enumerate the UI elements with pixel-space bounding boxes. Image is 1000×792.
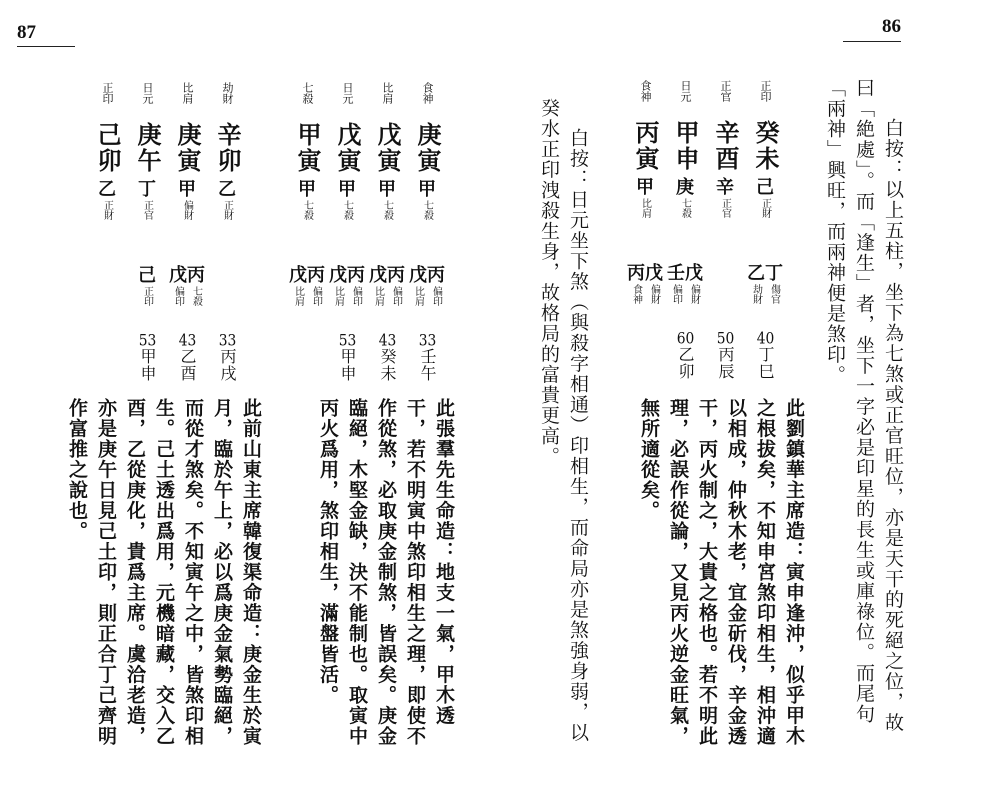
bazi-chart-zhang-qun bbox=[287, 82, 447, 392]
hidden-god: 比肩 bbox=[372, 286, 384, 306]
note2-column: 癸水正印洩殺生身，故格局的富貴更高。 bbox=[538, 98, 560, 467]
bazi-chart-han-fuju bbox=[87, 82, 247, 392]
pillar-role: 正印 bbox=[759, 80, 772, 102]
hidden-stem: 乙 bbox=[98, 179, 116, 200]
luck-ganzhi: 乙卯 bbox=[676, 346, 695, 380]
hidden-stem: 甲 bbox=[178, 179, 196, 200]
luck-age: 33 bbox=[218, 332, 237, 348]
luck-ganzhi: 甲申 bbox=[138, 348, 157, 382]
luck-ganzhi: 丙戌 bbox=[218, 348, 237, 382]
hidden-god: 偏財 bbox=[688, 284, 700, 304]
luck-cycle bbox=[178, 332, 196, 392]
text-column: 臨絕，木堅金缺，決不能制也。取寅中 bbox=[346, 398, 368, 747]
hidden-stem: 戊 bbox=[169, 265, 187, 286]
pillar bbox=[367, 82, 407, 392]
note1-column: 白按：以上五柱，坐下為七煞或正官旺位，亦是天干的死絕之位，故 bbox=[882, 118, 904, 733]
pillar-role: 食神 bbox=[639, 80, 652, 102]
pillar-role: 日元 bbox=[141, 82, 154, 104]
hidden-stem: 丙 bbox=[307, 265, 325, 286]
luck-cycle bbox=[338, 332, 356, 392]
pillar-ganzhi: 辛酉 bbox=[711, 120, 739, 172]
hidden-god: 偏印 bbox=[430, 286, 442, 306]
text-column: 此張羣先生命造：地支一氣，甲木透 bbox=[433, 398, 455, 726]
luck-ganzhi: 丁巳 bbox=[756, 346, 775, 380]
hidden-stem: 丙 bbox=[387, 265, 405, 286]
page-number-right: 86 bbox=[882, 16, 901, 37]
luck-cycle bbox=[418, 332, 436, 392]
hidden-stem: 丙 bbox=[627, 263, 645, 284]
text-column: 以相成，仲秋木老，宜金斫伐，辛金透 bbox=[725, 398, 747, 747]
text-column: 酉，乙從庚化，貴爲主席。虞洽老造， bbox=[124, 398, 146, 747]
luck-ganzhi: 丙辰 bbox=[716, 346, 735, 380]
pillar-ganzhi: 甲寅 bbox=[293, 122, 321, 174]
text-column: 作富推之說也。 bbox=[66, 398, 88, 542]
pillar bbox=[287, 82, 327, 392]
hidden-god: 比肩 bbox=[412, 286, 424, 306]
hidden-god: 七殺 bbox=[341, 200, 353, 220]
text-column: 此前山東主席韓復渠命造：庚金生於寅 bbox=[240, 398, 262, 747]
luck-cycle bbox=[378, 332, 396, 392]
hidden-stem: 丙 bbox=[347, 265, 365, 286]
pillar bbox=[625, 80, 665, 390]
hidden-stem: 戊 bbox=[645, 263, 663, 284]
pillar-ganzhi: 庚午 bbox=[133, 122, 161, 174]
page-rule-left bbox=[17, 46, 75, 47]
paragraph-liu-zhenhua bbox=[598, 398, 808, 788]
hidden-stem: 戊 bbox=[409, 265, 427, 286]
pillar bbox=[407, 82, 447, 392]
note1-column: 「兩神」興旺，而兩神便是煞印。 bbox=[824, 78, 846, 386]
hidden-stem: 丙 bbox=[427, 265, 445, 286]
pillar-ganzhi: 辛卯 bbox=[213, 122, 241, 174]
hidden-stem: 己 bbox=[756, 177, 774, 198]
pillar-ganzhi: 己卯 bbox=[93, 122, 121, 174]
hidden-god: 偏財 bbox=[181, 200, 193, 220]
pillar bbox=[207, 82, 247, 392]
hidden-god: 傷官 bbox=[768, 284, 780, 304]
text-column: 月，臨於午上，必以爲庚金氣勢臨絕， bbox=[211, 398, 233, 747]
text-column: 丙火爲用，煞印相生，滿盤皆活。 bbox=[317, 398, 339, 706]
pillar-role: 七殺 bbox=[301, 82, 314, 104]
note2-column: 白按：日元坐下煞（與殺字相通）印相生，而命局亦是煞強身弱，以 bbox=[567, 128, 589, 743]
hidden-god: 偏印 bbox=[670, 284, 682, 304]
luck-age: 50 bbox=[716, 330, 735, 346]
hidden-stem: 甲 bbox=[338, 179, 356, 200]
hidden-god: 七殺 bbox=[381, 200, 393, 220]
luck-cycle bbox=[138, 332, 156, 392]
hidden-god: 七殺 bbox=[679, 198, 691, 218]
text-column: 之根拔矣，不知申宮煞印相生，相沖適 bbox=[754, 398, 776, 747]
text-column: 干，丙火制之，大貴之格也。若不明此 bbox=[696, 398, 718, 747]
hidden-stem: 庚 bbox=[676, 177, 694, 198]
pillar-ganzhi: 庚寅 bbox=[413, 122, 441, 174]
page-rule-right bbox=[843, 41, 901, 42]
luck-cycle bbox=[756, 330, 774, 390]
paragraph-han-fuju bbox=[45, 398, 265, 788]
luck-cycle bbox=[716, 330, 734, 390]
paragraph-zhang-qun bbox=[298, 398, 458, 788]
pillar bbox=[665, 80, 705, 390]
hidden-god: 劫財 bbox=[750, 284, 762, 304]
hidden-god: 食神 bbox=[630, 284, 642, 304]
text-column: 此劉鎮華主席造：寅申逢沖，似乎甲木 bbox=[783, 398, 805, 747]
hidden-stem: 甲 bbox=[378, 179, 396, 200]
pillar-role: 比肩 bbox=[181, 82, 194, 104]
pillar bbox=[745, 80, 785, 390]
pillar-role: 正印 bbox=[101, 82, 114, 104]
luck-ganzhi: 癸未 bbox=[378, 348, 397, 382]
pillar bbox=[327, 82, 367, 392]
hidden-stem: 甲 bbox=[298, 179, 316, 200]
luck-ganzhi: 壬午 bbox=[418, 348, 437, 382]
luck-age: 33 bbox=[418, 332, 437, 348]
hidden-stem: 戊 bbox=[369, 265, 387, 286]
text-column: 無所適從矣。 bbox=[638, 398, 660, 521]
luck-age: 53 bbox=[138, 332, 157, 348]
hidden-stem: 丁 bbox=[765, 263, 783, 284]
hidden-god: 正印 bbox=[141, 286, 153, 306]
hidden-god: 七殺 bbox=[190, 286, 202, 306]
hidden-god: 偏財 bbox=[648, 284, 660, 304]
hidden-stem: 戊 bbox=[685, 263, 703, 284]
pillar bbox=[87, 82, 127, 392]
hidden-stem: 己 bbox=[138, 265, 156, 286]
pillar-ganzhi: 癸未 bbox=[751, 120, 779, 172]
luck-age: 53 bbox=[338, 332, 357, 348]
luck-age: 60 bbox=[676, 330, 695, 346]
hidden-god: 比肩 bbox=[292, 286, 304, 306]
luck-age: 40 bbox=[756, 330, 775, 346]
pillar-ganzhi: 甲申 bbox=[671, 120, 699, 172]
hidden-god: 比肩 bbox=[332, 286, 344, 306]
luck-age: 43 bbox=[378, 332, 397, 348]
hidden-stem: 壬 bbox=[667, 263, 685, 284]
hidden-god: 七殺 bbox=[301, 200, 313, 220]
hidden-god: 偏印 bbox=[310, 286, 322, 306]
bazi-chart-right bbox=[625, 80, 785, 390]
pillar-role: 正官 bbox=[719, 80, 732, 102]
hidden-god: 比肩 bbox=[639, 198, 651, 218]
hidden-god: 偏印 bbox=[390, 286, 402, 306]
text-column: 干，若不明寅中煞印相生之理，即使不 bbox=[404, 398, 426, 747]
pillar-role: 食神 bbox=[421, 82, 434, 104]
hidden-god: 正官 bbox=[141, 200, 153, 220]
hidden-stem: 甲 bbox=[418, 179, 436, 200]
note1-column: 曰「絶處」。而「逢生」者，坐下一字必是印星的長生或庫祿位。而尾句 bbox=[853, 78, 875, 725]
pillar-role: 日元 bbox=[679, 80, 692, 102]
pillar-ganzhi: 丙寅 bbox=[631, 120, 659, 172]
pillar bbox=[705, 80, 745, 390]
hidden-god: 七殺 bbox=[421, 200, 433, 220]
text-column: 生。己土透出爲用，元機暗藏，交入乙 bbox=[153, 398, 175, 747]
page-number-left: 87 bbox=[17, 22, 36, 43]
pillar-role: 劫財 bbox=[221, 82, 234, 104]
luck-ganzhi: 乙酉 bbox=[178, 348, 197, 382]
luck-age: 43 bbox=[178, 332, 197, 348]
luck-cycle bbox=[676, 330, 694, 390]
pillar bbox=[127, 82, 167, 392]
hidden-god: 正財 bbox=[101, 200, 113, 220]
text-column: 作從煞，必取庚金制煞，皆誤矣。庚金 bbox=[375, 398, 397, 747]
hidden-god: 正財 bbox=[221, 200, 233, 220]
pillar-role: 比肩 bbox=[381, 82, 394, 104]
pillar bbox=[167, 82, 207, 392]
text-column: 理，必誤作從論，又見丙火逆金旺氣， bbox=[667, 398, 689, 747]
luck-cycle bbox=[218, 332, 236, 392]
hidden-god: 偏印 bbox=[172, 286, 184, 306]
hidden-stem: 戊 bbox=[329, 265, 347, 286]
hidden-god: 正官 bbox=[719, 198, 731, 218]
text-column: 而從才煞矣。不知寅午之中，皆煞印相 bbox=[182, 398, 204, 747]
pillar-ganzhi: 戊寅 bbox=[333, 122, 361, 174]
pillar-ganzhi: 戊寅 bbox=[373, 122, 401, 174]
hidden-stem: 乙 bbox=[218, 179, 236, 200]
hidden-stem: 丙 bbox=[187, 265, 205, 286]
hidden-stem: 丁 bbox=[138, 179, 156, 200]
text-column: 亦是庚午日見己土印，則正合丁己齊明 bbox=[95, 398, 117, 747]
pillar-role: 日元 bbox=[341, 82, 354, 104]
hidden-stem: 乙 bbox=[747, 263, 765, 284]
hidden-god: 正財 bbox=[759, 198, 771, 218]
hidden-stem: 戊 bbox=[289, 265, 307, 286]
hidden-god: 偏印 bbox=[350, 286, 362, 306]
hidden-stem: 甲 bbox=[636, 177, 654, 198]
pillar-ganzhi: 庚寅 bbox=[173, 122, 201, 174]
luck-ganzhi: 甲申 bbox=[338, 348, 357, 382]
hidden-stem: 辛 bbox=[716, 177, 734, 198]
